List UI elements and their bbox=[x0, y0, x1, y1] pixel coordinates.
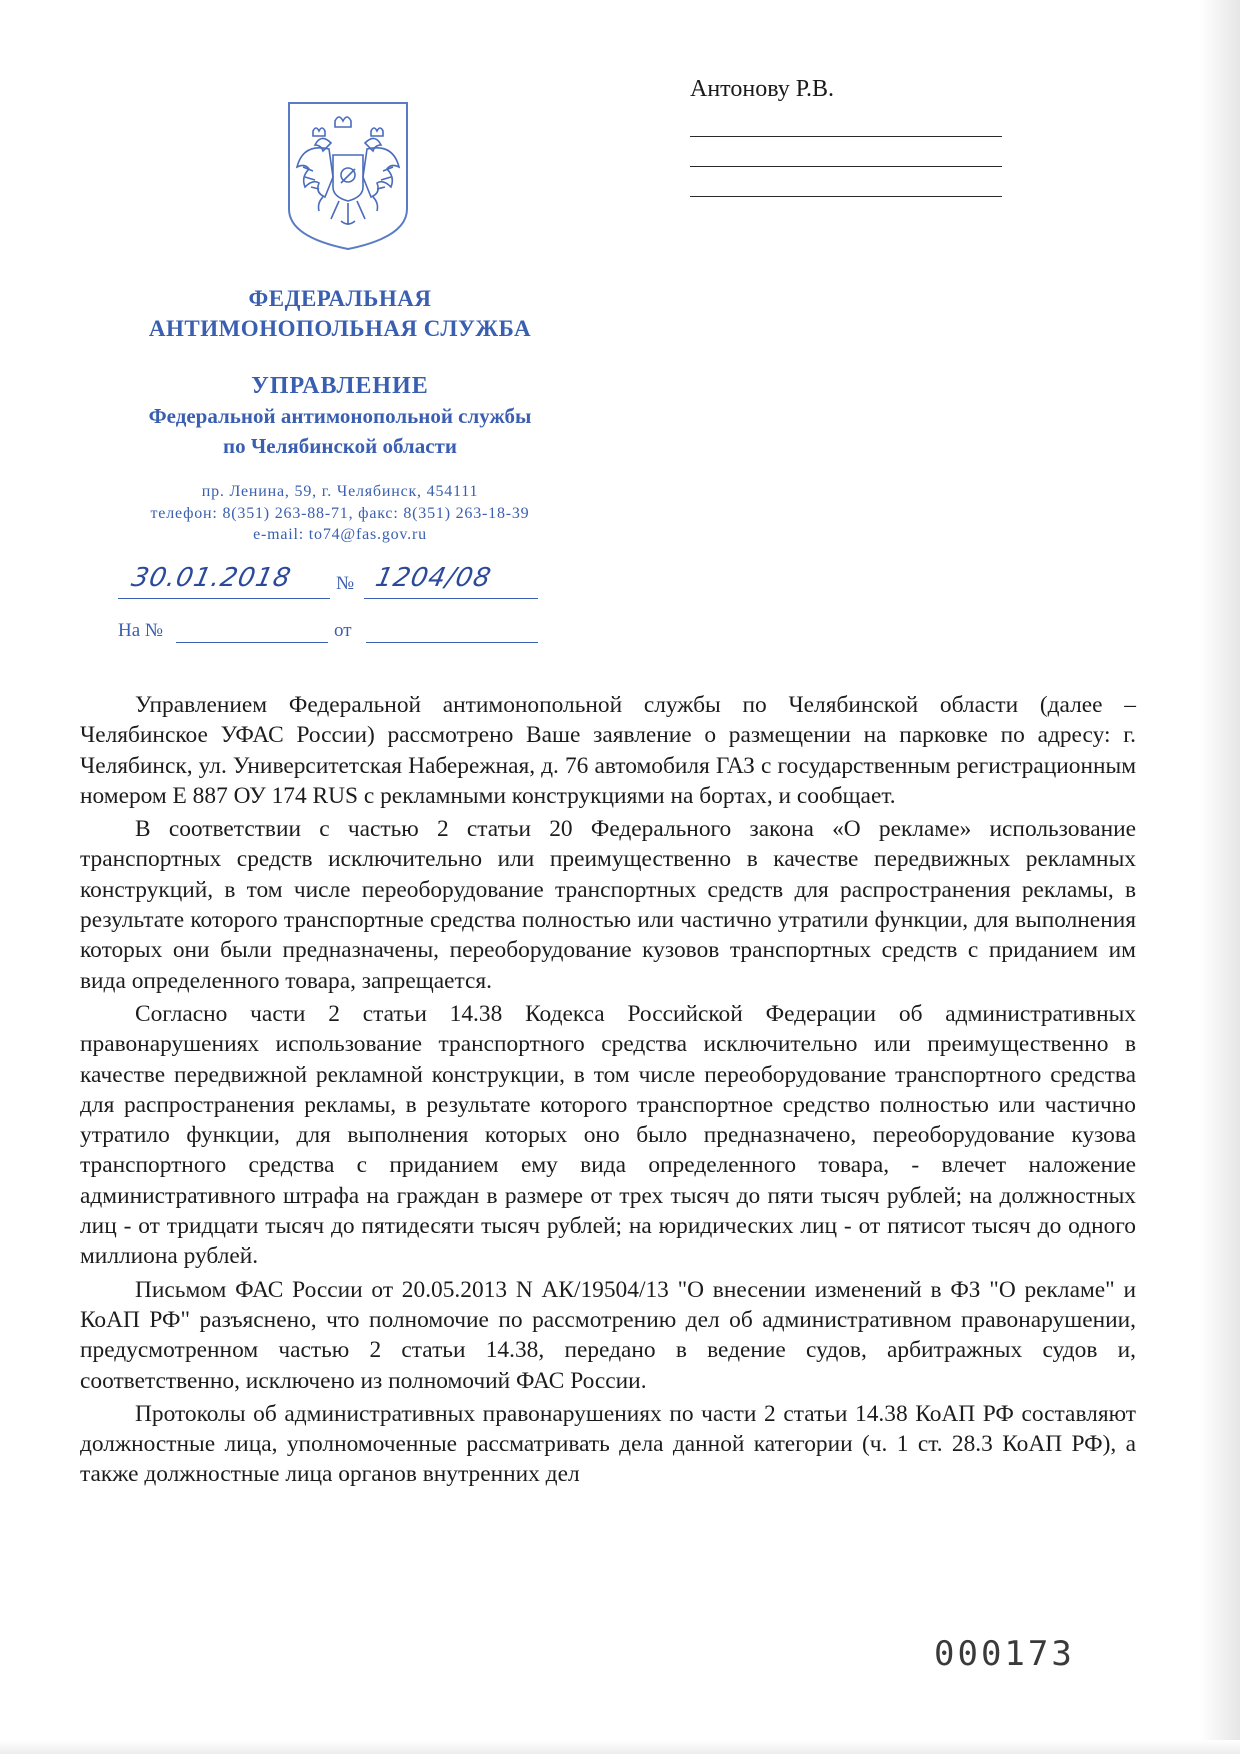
phone-fax: телефон: 8(351) 263-88-71, факс: 8(351) 263-18-39 bbox=[150, 505, 530, 522]
addressee-line bbox=[690, 166, 1002, 167]
department-title: УПРАВЛЕНИЕ bbox=[251, 373, 429, 399]
email-address: e-mail: to74@fas.gov.ru bbox=[253, 526, 427, 543]
reference-number-line bbox=[176, 642, 328, 643]
registration-row bbox=[118, 563, 538, 599]
coat-of-arms-icon bbox=[283, 97, 413, 253]
handwritten-date: 30.01.2018 bbox=[128, 563, 295, 593]
number-underline bbox=[364, 598, 538, 599]
addressee-line bbox=[690, 136, 1002, 137]
scan-edge-shadow bbox=[0, 1740, 1240, 1754]
addressee-name: Антонову Р.В. bbox=[690, 76, 835, 102]
scan-edge-shadow bbox=[1200, 0, 1240, 1754]
reference-date-line bbox=[366, 642, 538, 643]
date-underline bbox=[118, 598, 330, 599]
body-paragraph: В соответствии с частью 2 статьи 20 Федерального закона «О рекламе» использование транспортных средств исключительно или преимущественно в качестве передвижных рекламных конструкций, в том числе переоборудование транспортных средств для распространения рекламы, в результате которого транспортные средства полностью или частично утратили функции, для выполнения которых они были предназначены, переоборудование кузовов транспортных средств с приданием им вида определенного товара, запрещается. bbox=[80, 816, 1136, 994]
letter-body bbox=[80, 690, 1136, 1493]
body-paragraph: Согласно части 2 статьи 14.38 Кодекса Российской Федерации об административных правонарушениях использование транспортного средства исключительно или преимущественно в качестве передвижной рекламной конструкции, в том числе переоборудование транспортного средства для распространения рекламы, в результате которого транспортное средство полностью или частично утратило функции, для выполнения которых оно было предназначено, переоборудование кузова транспортного средства с приданием ему вида определенного товара, - влечет наложение административного штрафа на граждан в размере от трех тысяч до пяти тысяч рублей; на должностных лиц - от тридцати тысяч до пятидесяти тысяч рублей; на юридических лиц - от пятисот тысяч до одного миллиона рублей. bbox=[80, 1000, 1136, 1270]
handwritten-number: 1204/08 bbox=[372, 563, 495, 593]
agency-name-line2: АНТИМОНОПОЛЬНАЯ СЛУЖБА bbox=[148, 316, 532, 341]
postal-address: пр. Ленина, 59, г. Челябинск, 454111 bbox=[201, 483, 479, 500]
body-paragraph: Письмом ФАС России от 20.05.2013 N АК/19504/13 "О внесении изменений в ФЗ "О рекламе" и КоАП РФ" разъяснено, что полномочие по рассмотрению дел об административном правонарушении, предусмотренном частью 2 статьи 14.38, передано в ведение судов, арбитражных судов и, соответственно, исключено из полномочий ФАС России. bbox=[80, 1276, 1136, 1394]
reference-date-label: от bbox=[334, 620, 352, 641]
department-region: по Челябинской области bbox=[223, 434, 457, 458]
body-paragraph: Протоколы об административных правонарушениях по части 2 статьи 14.38 КоАП РФ составляют должностные лица, уполномоченные рассматривать дела данной категории (ч. 1 ст. 28.3 КоАП РФ), а также должностные лица органов внутренних дел bbox=[80, 1400, 1136, 1488]
body-paragraph: Управлением Федеральной антимонопольной службы по Челябинской области (далее – Челябинское УФАС России) рассмотрено Ваше заявление о размещении на парковке по адресу: г. Челябинск, ул. Университетская Набережная, д. 76 автомобиля ГАЗ с государственным регистрационным номером Е 887 ОУ 174 RUS с рекламными конструкциями на бортах, и сообщает. bbox=[80, 692, 1136, 809]
reference-row bbox=[118, 620, 538, 650]
agency-name-line1: ФЕДЕРАЛЬНАЯ bbox=[248, 286, 432, 311]
page-stamp-number: 000173 bbox=[934, 1634, 1075, 1674]
number-label: № bbox=[336, 573, 355, 594]
addressee-line bbox=[690, 196, 1002, 197]
department-subtitle: Федеральной антимонопольной службы bbox=[148, 404, 532, 428]
reference-number-label: На № bbox=[118, 620, 164, 641]
